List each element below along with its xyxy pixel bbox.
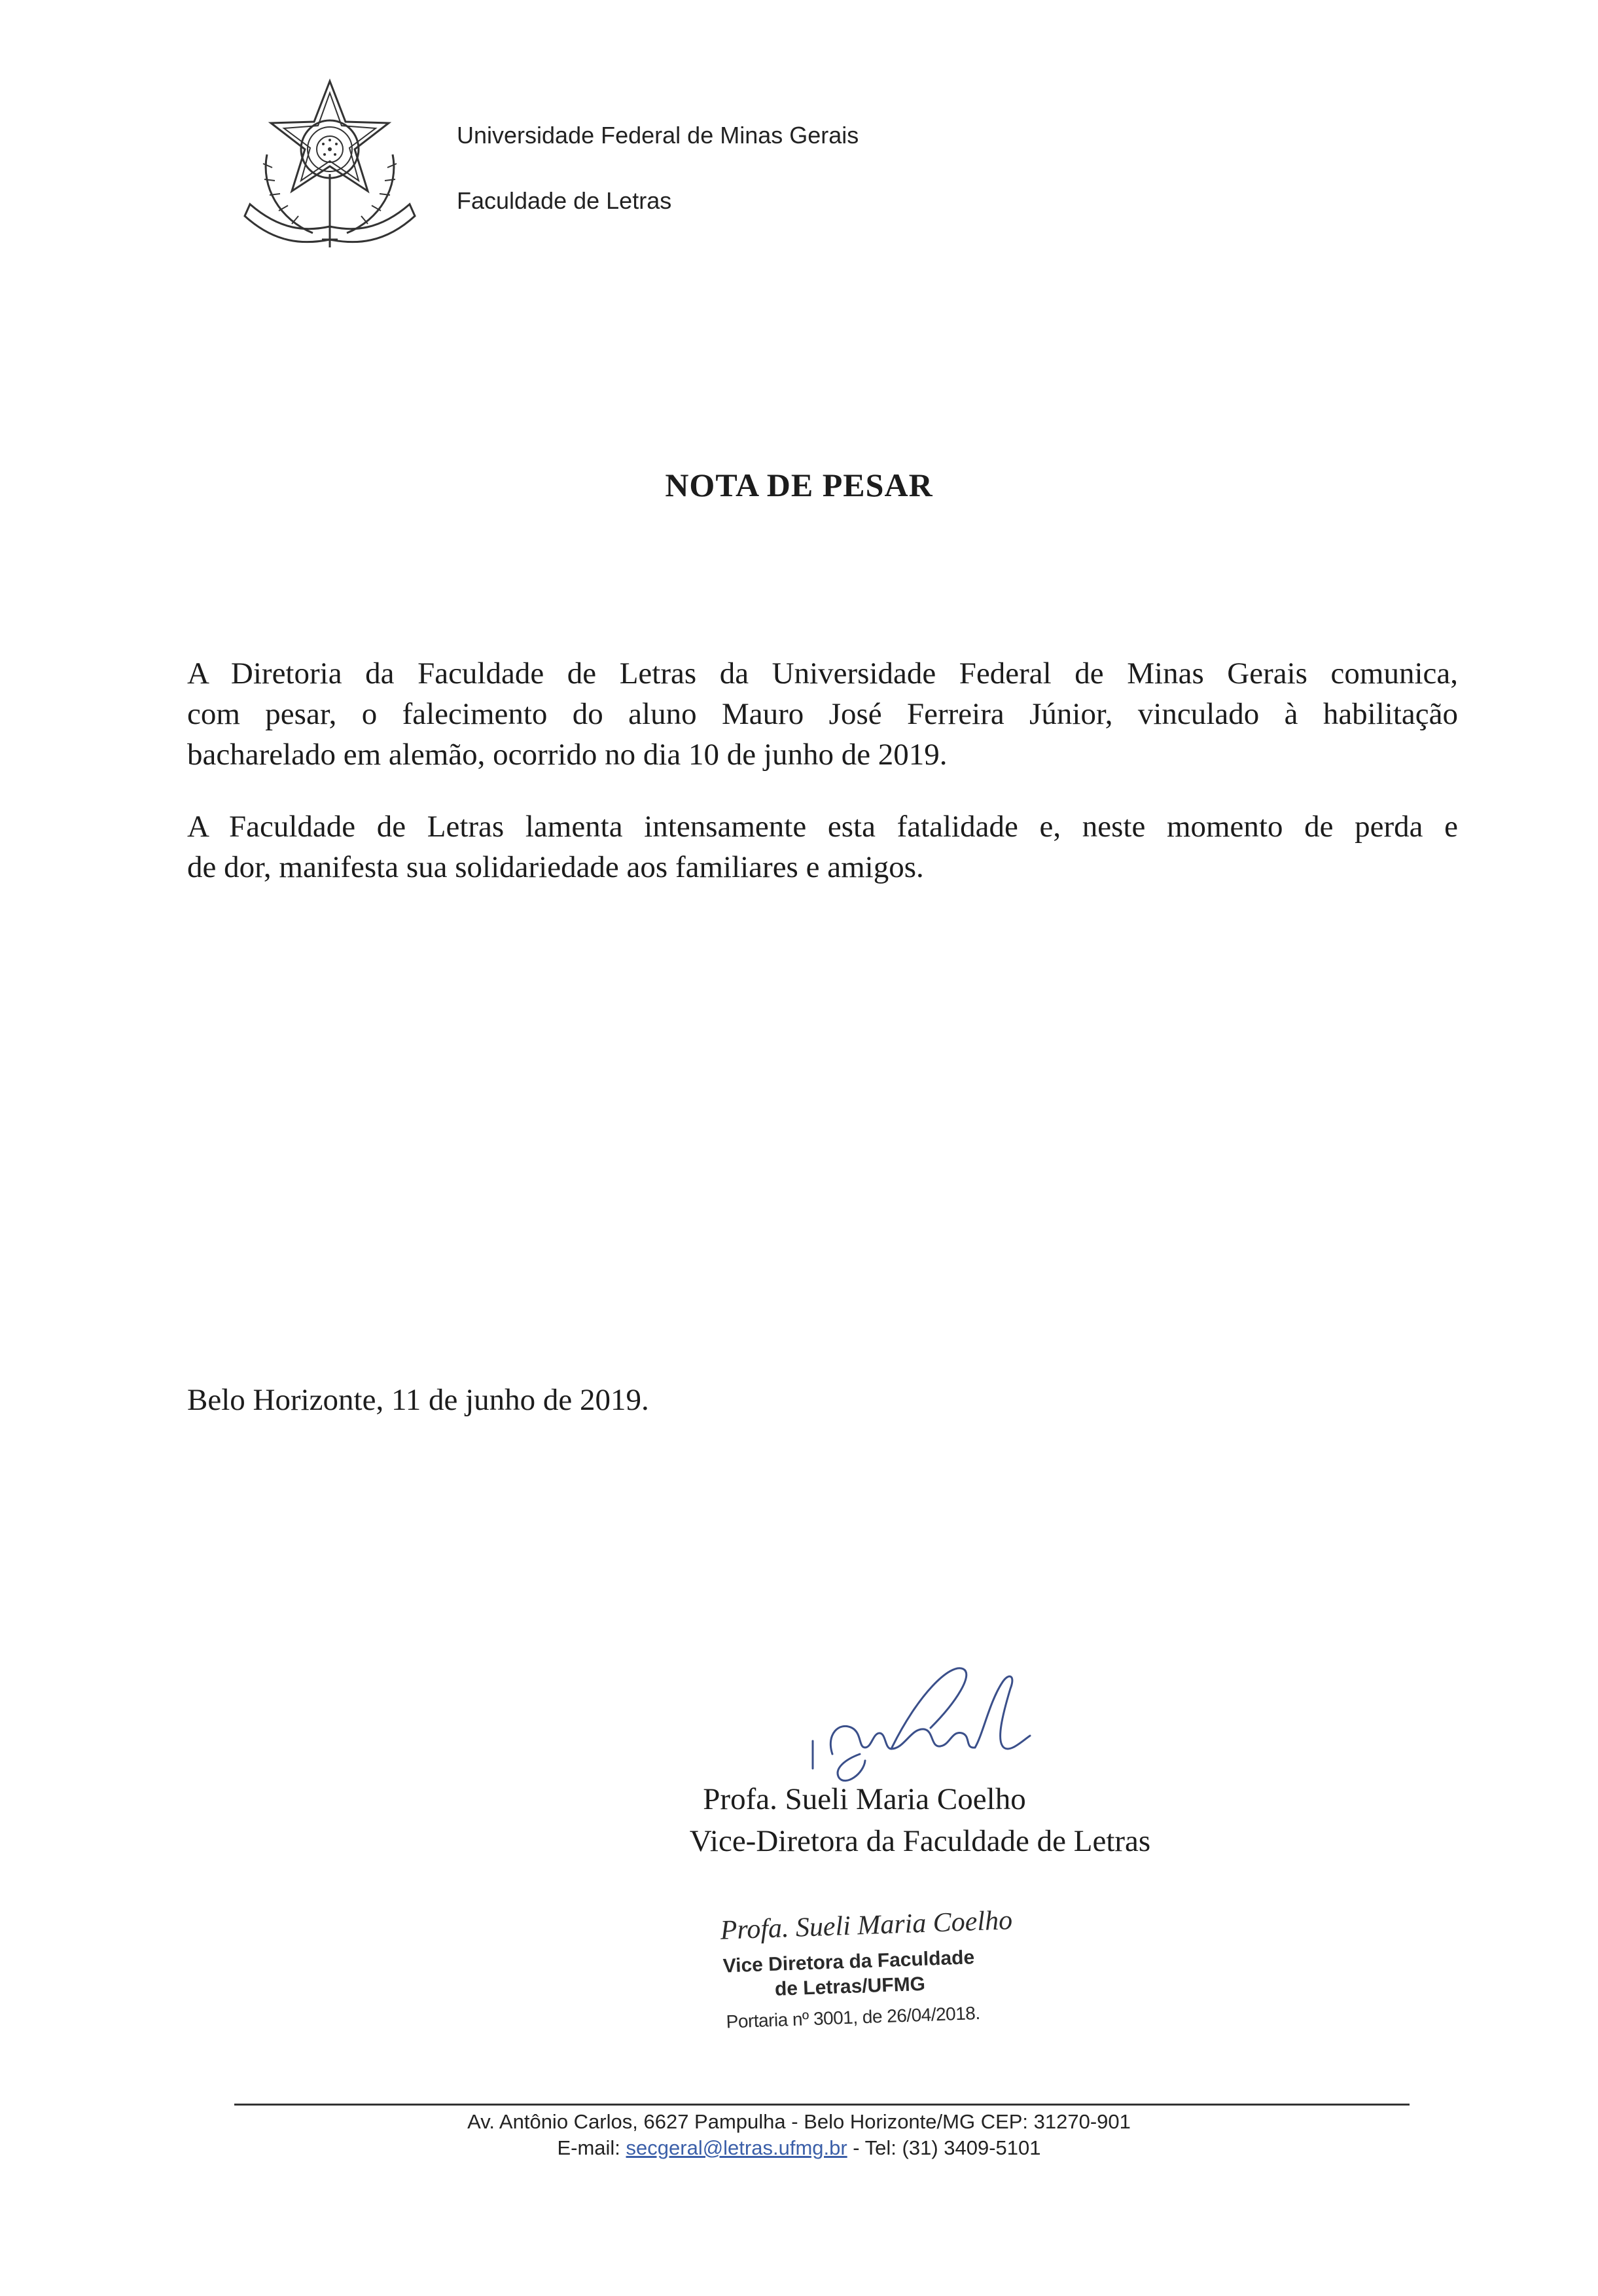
official-stamp	[715, 1901, 1112, 2046]
place-and-date: Belo Horizonte, 11 de junho de 2019.	[187, 1383, 649, 1417]
stamp-role: Vice Diretora da Faculdade	[722, 1946, 975, 1977]
stamp-name: Profa. Sueli Maria Coelho	[720, 1905, 1013, 1946]
email-link[interactable]: secgeral@letras.ufmg.br	[626, 2136, 847, 2159]
paragraph-announcement	[187, 653, 1458, 775]
institution-name: Universidade Federal de Minas Gerais	[457, 122, 859, 149]
footer-divider	[234, 2104, 1410, 2106]
paragraph-condolences	[187, 806, 1458, 888]
paragraph-line: A Diretoria da Faculdade de Letras da Universidade Federal de Minas Gerais comunica,	[187, 656, 1458, 691]
brazil-coat-of-arms-seal-icon	[241, 76, 419, 257]
paragraph-line: A Faculdade de Letras lamenta intensamente esta fatalidade e, neste momento de perda e	[187, 810, 1458, 844]
document-title: NOTA DE PESAR	[665, 467, 933, 503]
paragraph-line: bacharelado em alemão, ocorrido no dia 10 de junho de 2019.	[187, 738, 948, 772]
paragraph-line: com pesar, o falecimento do aluno Mauro José Ferreira Júnior, vinculado à habilitação	[187, 697, 1458, 731]
handwritten-signature-icon	[800, 1656, 1061, 1787]
footer-contact	[0, 2136, 1598, 2160]
signatory-name: Profa. Sueli Maria Coelho	[703, 1782, 1026, 1816]
paragraph-line: de dor, manifesta sua solidariedade aos familiares e amigos.	[187, 850, 924, 884]
signatory-role: Vice-Diretora da Faculdade de Letras	[689, 1824, 1151, 1858]
footer-address: Av. Antônio Carlos, 6627 Pampulha - Belo Horizonte/MG CEP: 31270-901	[467, 2110, 1131, 2133]
faculty-name: Faculdade de Letras	[457, 187, 672, 214]
stamp-role-unit: de Letras/UFMG	[774, 1973, 926, 2000]
stamp-portaria: Portaria nº 3001, de 26/04/2018.	[726, 2002, 981, 2032]
phone-text: - Tel: (31) 3409-5101	[847, 2136, 1041, 2159]
email-label: E-mail:	[557, 2136, 626, 2159]
